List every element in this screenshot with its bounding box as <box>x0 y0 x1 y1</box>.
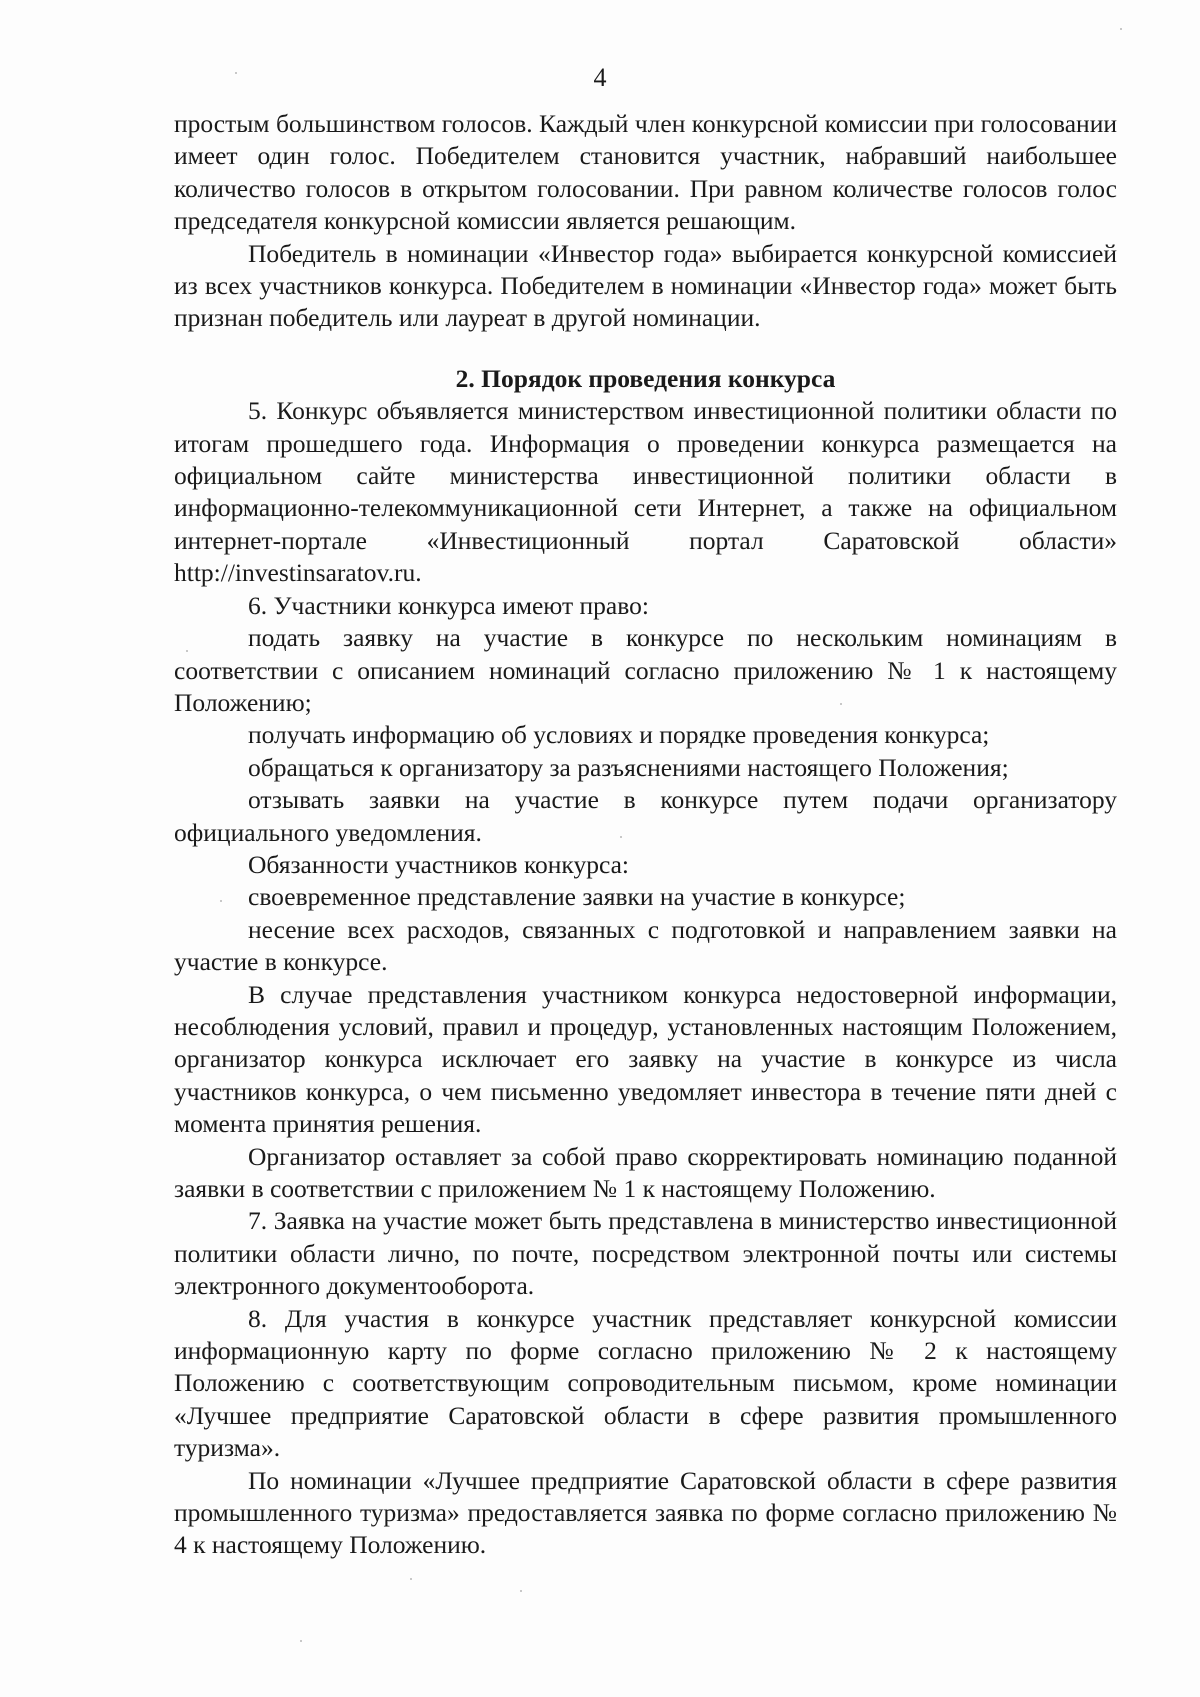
scan-speck <box>410 1578 412 1580</box>
document-body <box>174 108 1117 1562</box>
scan-speck <box>220 900 222 902</box>
scan-speck <box>620 836 622 838</box>
list-item-right-info: получать информацию об условиях и порядке проведения конкурса; <box>248 720 990 750</box>
paragraph-investor-of-year: Победитель в номинации «Инвестор года» выбирается конкурсной комиссией из всех участников конкурса. Победителем в номинации «Инвестор года» может быть признан победитель или лауреат в другой номинации. <box>174 238 1117 333</box>
paragraph-item-5: 5. Конкурс объявляется министерством инвестиционной политики области по итогам прошедшего года. Информация о проведении конкурса размещается на официальном сайте министерства инвестиционной политики области в информационно-телекоммуникационной сети Интернет, а также на официальном интернет-портале «Инвестиционный портал Саратовской области» http://investinsaratov.ru. <box>174 396 1117 588</box>
section-heading: 2. Порядок проведения конкурса <box>455 363 836 393</box>
paragraph-industrial-tourism: По номинации «Лучшее предприятие Саратовской области в сфере развития промышленного туризма» предоставляется заявка по форме согласно приложению № 4 к настоящему Положению. <box>174 1465 1117 1560</box>
scan-speck <box>186 650 188 652</box>
paragraph-exclusion: В случае представления участником конкурса недостоверной информации, несоблюдения условий, правил и процедур, установленных настоящим Положением, организатор конкурса исключает его заявку на участие в конкурсе из числа участников конкурса, о чем письменно уведомляет инвестора в течение пяти дней с момента принятия решения. <box>174 979 1117 1139</box>
scan-speck <box>300 1640 302 1642</box>
paragraph-obligations: Обязанности участников конкурса: <box>248 849 629 879</box>
list-item-right-withdraw: отзывать заявки на участие в конкурсе путем подачи организатору официального уведомления. <box>174 785 1117 847</box>
scan-speck <box>1120 28 1122 30</box>
paragraph-organizer-right: Организатор оставляет за собой право скорректировать номинацию поданной заявки в соответствии с приложением № 1 к настоящему Положению. <box>174 1141 1117 1203</box>
paragraph-item-7: 7. Заявка на участие может быть представлена в министерство инвестиционной политики области лично, по почте, посредством электронной почты или системы электронного документооборота. <box>174 1206 1117 1301</box>
list-item-obligation-costs: несение всех расходов, связанных с подготовкой и направлением заявки на участие в конкурсе. <box>174 914 1117 977</box>
page-number: 4 <box>593 63 607 92</box>
list-item-right-clarify: обращаться к организатору за разъяснениями настоящего Положения; <box>248 752 1009 782</box>
scan-speck <box>235 72 237 74</box>
list-item-right-submit: подать заявку на участие в конкурсе по нескольким номинациям в соответствии с описанием номинаций согласно приложению № 1 к настоящему Положению; <box>174 623 1117 717</box>
scan-speck <box>520 1590 522 1592</box>
paragraph-item-8: 8. Для участия в конкурсе участник представляет конкурсной комиссии информационную карту по форме согласно приложению № 2 к настоящему Положению с соответствующим сопроводительным письмом, кроме номинации «Лучшее предприятие Саратовской области в сфере развития промышленного туризма». <box>174 1303 1117 1463</box>
paragraph-item-6: 6. Участники конкурса имеют право: <box>248 590 649 620</box>
paragraph-voting: простым большинством голосов. Каждый член конкурсной комиссии при голосовании имеет один голос. Победителем становится участник, набравший наибольшее количество голосов в открытом голосовании. При равном количестве голосов голос председателя конкурсной комиссии является решающим. <box>174 109 1117 236</box>
list-item-obligation-timely: своевременное представление заявки на участие в конкурсе; <box>248 882 906 912</box>
scan-speck <box>840 703 842 705</box>
